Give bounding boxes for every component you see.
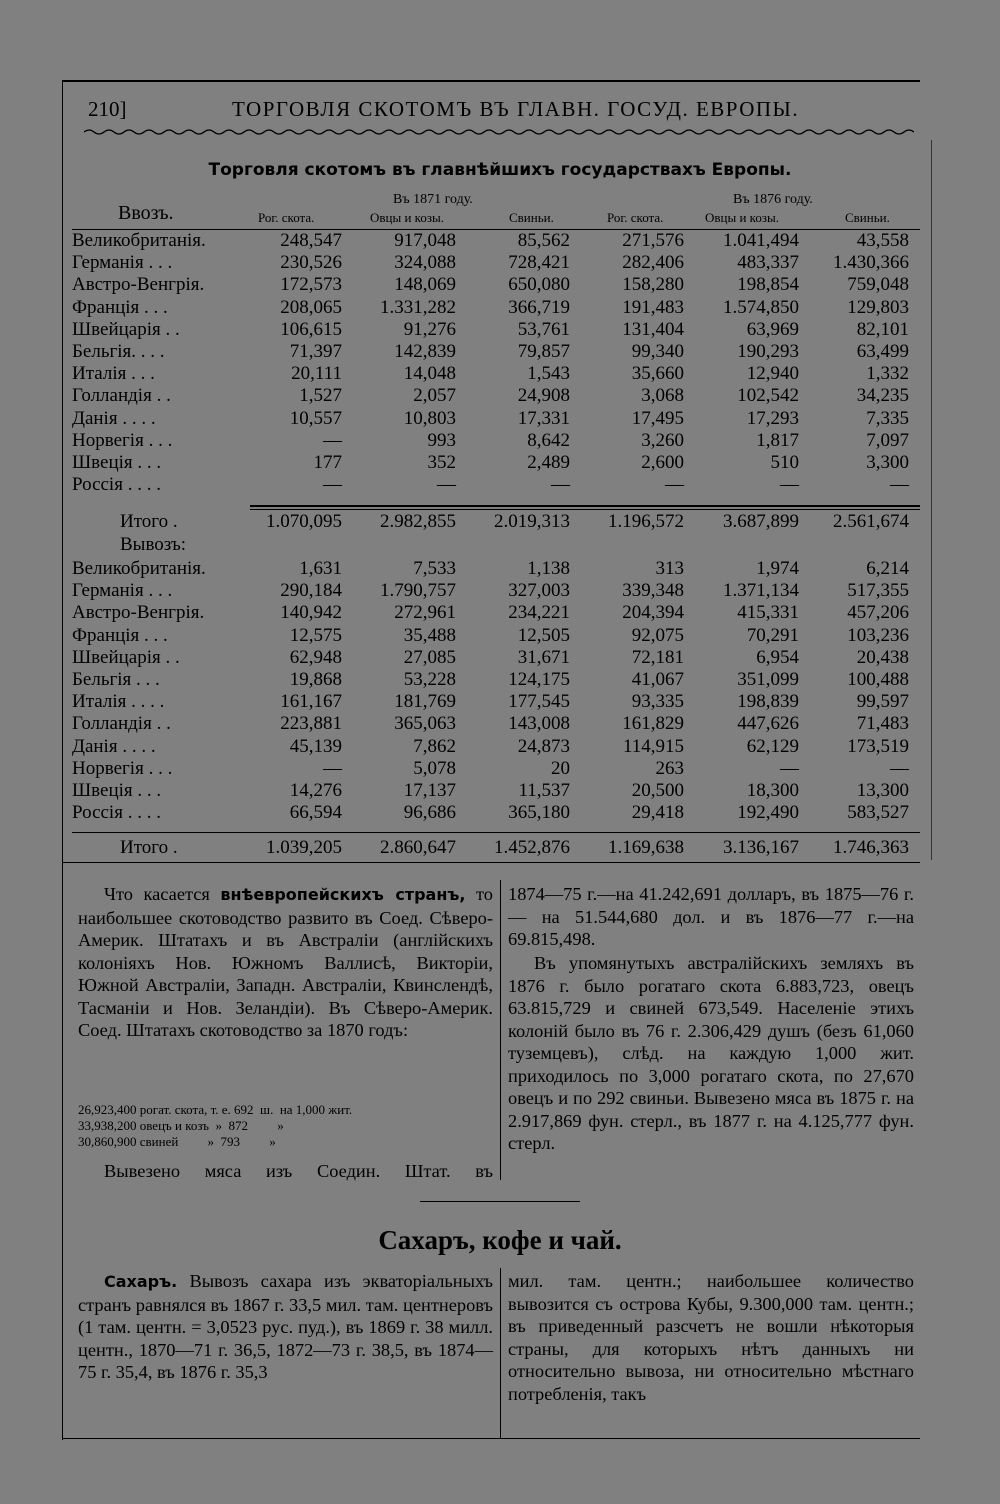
right-paragraph-1: 1874—75 г.—на 41.242,691 долларъ, въ 1875—76 г. — на 51.544,680 дол. и въ 1876—77 г.—на 69.815,498. bbox=[508, 884, 914, 949]
table-row bbox=[72, 230, 909, 252]
cell-value: 7,862 bbox=[413, 735, 456, 757]
cell-value: 11,537 bbox=[518, 780, 570, 802]
country-name: Данія . . . . bbox=[72, 735, 156, 757]
cell-value: 35,488 bbox=[403, 624, 456, 646]
total-label: Итого . bbox=[120, 837, 178, 858]
cell-value: 7,097 bbox=[866, 429, 909, 451]
cell-value: 99,340 bbox=[631, 341, 684, 363]
cell-value: 114,915 bbox=[622, 735, 684, 757]
cell-value: — bbox=[665, 474, 684, 496]
country-name: Швеція . . . bbox=[72, 452, 162, 474]
cell-value: 20 bbox=[551, 757, 570, 779]
left-paragraph-end: Вывезено мяса изъ Соедин. Штат. въ bbox=[104, 1161, 493, 1181]
page-number: 210] bbox=[88, 97, 127, 121]
table-row bbox=[72, 758, 909, 780]
table-row bbox=[72, 297, 909, 319]
cell-value: 14,276 bbox=[289, 780, 342, 802]
cell-value: 339,348 bbox=[622, 580, 684, 602]
cell-value: 1,527 bbox=[299, 385, 342, 407]
cell-value: 148,069 bbox=[394, 274, 456, 296]
col-pigs-1871: Свиньи. bbox=[509, 210, 554, 225]
cell-value: 1.746,363 bbox=[833, 837, 909, 858]
cell-value: 62,948 bbox=[289, 646, 342, 668]
import_total-row bbox=[72, 511, 909, 533]
cell-value: 91,276 bbox=[403, 318, 456, 340]
export-sum-rule bbox=[72, 832, 920, 833]
cell-value: 63,969 bbox=[746, 318, 799, 340]
export-label: Вывозъ: bbox=[120, 534, 187, 555]
cell-value: 12,575 bbox=[289, 624, 342, 646]
cell-value: 190,293 bbox=[737, 341, 799, 363]
left-para-lead: Что касается bbox=[104, 884, 221, 904]
cell-value: 19,868 bbox=[289, 669, 342, 691]
table-row bbox=[72, 363, 909, 385]
cell-value: 72,181 bbox=[631, 646, 684, 668]
table-row bbox=[72, 408, 909, 430]
cell-value: 208,065 bbox=[280, 296, 342, 318]
cell-value: 248,547 bbox=[280, 230, 342, 251]
table-row bbox=[72, 319, 909, 341]
section-rule bbox=[420, 1201, 580, 1202]
export-total-row bbox=[72, 837, 909, 859]
import-sum-rule-2 bbox=[250, 509, 920, 510]
cell-value: 198,854 bbox=[737, 274, 799, 296]
cell-value: 263 bbox=[655, 757, 684, 779]
sugar-column-divider bbox=[500, 1268, 501, 1438]
cell-value: 34,235 bbox=[856, 385, 909, 407]
country-name: Швейцарія . . bbox=[72, 646, 180, 668]
cell-value: 313 bbox=[655, 558, 684, 579]
sugar-bold-lead: Сахаръ. bbox=[104, 1272, 178, 1291]
cell-value: 993 bbox=[427, 429, 456, 451]
country-name: Швейцарія . . bbox=[72, 318, 180, 340]
cell-value: 198,839 bbox=[737, 691, 799, 713]
country-name: Великобританія. bbox=[72, 558, 206, 579]
cell-value: 3,260 bbox=[641, 429, 684, 451]
cell-value: — bbox=[780, 757, 799, 779]
cell-value: 17,495 bbox=[631, 407, 684, 429]
cell-value: 223,881 bbox=[280, 713, 342, 735]
cell-value: 365,180 bbox=[508, 802, 570, 824]
cell-value: 172,573 bbox=[280, 274, 342, 296]
cell-value: 1.196,572 bbox=[608, 511, 684, 532]
right-border bbox=[931, 140, 932, 860]
cell-value: 3.136,167 bbox=[723, 837, 799, 858]
table-row bbox=[72, 691, 909, 713]
cell-value: 177 bbox=[313, 452, 342, 474]
cell-value: 917,048 bbox=[394, 230, 456, 251]
cell-value: 12,505 bbox=[517, 624, 570, 646]
cell-value: 352 bbox=[427, 452, 456, 474]
cell-value: 129,803 bbox=[847, 296, 909, 318]
table-row bbox=[72, 580, 909, 602]
cell-value: — bbox=[323, 757, 342, 779]
cell-value: 230,526 bbox=[280, 252, 342, 274]
cell-value: 7,335 bbox=[866, 407, 909, 429]
cell-value: — bbox=[890, 474, 909, 496]
left-paragraph bbox=[78, 883, 493, 1042]
cell-value: — bbox=[551, 474, 570, 496]
cell-value: 290,184 bbox=[280, 580, 342, 602]
cell-value: 41,067 bbox=[631, 669, 684, 691]
country-name: Россія . . . . bbox=[72, 802, 161, 824]
cell-value: 177,545 bbox=[508, 691, 570, 713]
cell-value: 1,332 bbox=[866, 363, 909, 385]
cell-value: 2,489 bbox=[527, 452, 570, 474]
col-cattle-1876: Рог. скота. bbox=[607, 210, 664, 225]
cell-value: 27,085 bbox=[403, 646, 456, 668]
cell-value: 324,088 bbox=[394, 252, 456, 274]
cell-value: 3,068 bbox=[641, 385, 684, 407]
cell-value: 204,394 bbox=[622, 602, 684, 624]
cell-value: 2.860,647 bbox=[380, 837, 456, 858]
country-name: Норвегія . . . bbox=[72, 757, 173, 779]
cell-value: 43,558 bbox=[856, 230, 909, 251]
cell-value: 6,214 bbox=[866, 558, 909, 579]
sugar-left-paragraph bbox=[78, 1270, 493, 1384]
cell-value: 99,597 bbox=[856, 691, 909, 713]
col-sheep-1871: Овцы и козы. bbox=[370, 210, 444, 225]
cell-value: 66,594 bbox=[289, 802, 342, 824]
cell-value: 102,542 bbox=[737, 385, 799, 407]
cell-value: 70,291 bbox=[746, 624, 799, 646]
cell-value: 17,331 bbox=[517, 407, 570, 429]
cell-value: 351,099 bbox=[737, 669, 799, 691]
cell-value: 85,562 bbox=[517, 230, 570, 251]
cell-value: 18,300 bbox=[746, 780, 799, 802]
cell-value: 53,228 bbox=[403, 669, 456, 691]
cell-value: 100,488 bbox=[847, 669, 909, 691]
cell-value: 12,940 bbox=[746, 363, 799, 385]
cell-value: 3,300 bbox=[866, 452, 909, 474]
cell-value: 517,355 bbox=[847, 580, 909, 602]
country-name: Норвегія . . . bbox=[72, 429, 173, 451]
table-row bbox=[72, 430, 909, 452]
total-label: Итого . bbox=[120, 511, 178, 532]
cell-value: 62,129 bbox=[746, 735, 799, 757]
country-name: Голландія . . bbox=[72, 385, 171, 407]
country-name: Россія . . . . bbox=[72, 474, 161, 496]
country-name: Франція . . . bbox=[72, 296, 168, 318]
left-para-bold: внѣевропейскихъ странъ, bbox=[220, 885, 466, 904]
table-row bbox=[72, 780, 909, 802]
cell-value: 1.371,134 bbox=[723, 580, 799, 602]
cell-value: 2.982,855 bbox=[380, 511, 456, 532]
table-row bbox=[72, 474, 909, 496]
bottom-rule bbox=[62, 1438, 920, 1439]
cell-value: 583,527 bbox=[847, 802, 909, 824]
export_total-row bbox=[72, 837, 909, 859]
wavy-divider bbox=[84, 128, 914, 136]
cell-value: 71,483 bbox=[856, 713, 909, 735]
cell-value: 131,404 bbox=[622, 318, 684, 340]
year-1871-heading: Въ 1871 году. bbox=[393, 192, 473, 207]
cell-value: 29,418 bbox=[631, 802, 684, 824]
table-row bbox=[72, 602, 909, 624]
cell-value: 142,839 bbox=[394, 341, 456, 363]
cell-value: 35,660 bbox=[631, 363, 684, 385]
import-table bbox=[72, 230, 909, 496]
page-header bbox=[88, 97, 918, 127]
col-cattle-1871: Рог. скота. bbox=[258, 210, 315, 225]
top-rule bbox=[62, 80, 920, 82]
table-row bbox=[72, 802, 909, 824]
table-row bbox=[72, 385, 909, 407]
cell-value: 8,642 bbox=[527, 429, 570, 451]
cell-value: 457,206 bbox=[847, 602, 909, 624]
country-name: Бельгія . . . bbox=[72, 669, 160, 691]
import-label: Ввозъ. bbox=[118, 202, 174, 224]
cell-value: 92,075 bbox=[631, 624, 684, 646]
cell-value: 1.790,757 bbox=[380, 580, 456, 602]
cell-value: 192,490 bbox=[737, 802, 799, 824]
table-row bbox=[72, 736, 909, 758]
cell-value: 161,167 bbox=[280, 691, 342, 713]
cell-value: 7,533 bbox=[413, 558, 456, 579]
section-heading: Сахаръ, кофе и чай. bbox=[378, 1225, 622, 1255]
table-row bbox=[72, 274, 909, 296]
cell-value: — bbox=[780, 474, 799, 496]
cell-value: 158,280 bbox=[622, 274, 684, 296]
cell-value: 82,101 bbox=[856, 318, 909, 340]
table-row bbox=[72, 647, 909, 669]
cell-value: 1.039,205 bbox=[266, 837, 342, 858]
cell-value: 13,300 bbox=[856, 780, 909, 802]
country-name: Италія . . . bbox=[72, 363, 155, 385]
country-name: Швеція . . . bbox=[72, 780, 162, 802]
cell-value: 10,803 bbox=[403, 407, 456, 429]
import-sum-rule bbox=[250, 505, 920, 507]
cell-value: 1,974 bbox=[756, 558, 799, 579]
col-sheep-1876: Овцы и козы. bbox=[705, 210, 779, 225]
table-row bbox=[72, 341, 909, 363]
country-name: Австро-Венгрія. bbox=[72, 274, 205, 296]
country-name: Италія . . . . bbox=[72, 691, 165, 713]
cell-value: 24,908 bbox=[517, 385, 570, 407]
export-table bbox=[72, 558, 909, 824]
table-row bbox=[72, 252, 909, 274]
right-paragraph-2: Въ упомянутыхъ австралійскихъ земляхъ въ 1876 г. было рогатаго скота 6.883,723, овецъ 63.815,729 и свиней 673,549. Населеніе этихъ колоній было въ 76 г. 2.306,429 душъ (безъ 61,060 туземцевъ), слѣд. на каждую 1,000 жит. приходилось по 3,000 рогатаго скота, по 27,670 овецъ и по 292 свиньи. Вывезено мяса въ 1875 г. на 2.917,869 фун. стерл., въ 1877 г. на 4.125,777 фун. стерл. bbox=[508, 953, 914, 1153]
cell-value: 234,221 bbox=[508, 602, 570, 624]
country-name: Бельгія. . . . bbox=[72, 341, 165, 363]
cell-value: 282,406 bbox=[622, 252, 684, 274]
cell-value: — bbox=[890, 757, 909, 779]
country-name: Великобританія. bbox=[72, 230, 206, 251]
cell-value: 103,236 bbox=[847, 624, 909, 646]
import-total-row bbox=[72, 511, 909, 533]
cell-value: — bbox=[323, 474, 342, 496]
cell-value: 6,954 bbox=[756, 646, 799, 668]
table-row bbox=[72, 625, 909, 647]
cell-value: 1.331,282 bbox=[380, 296, 456, 318]
cell-value: 2.561,674 bbox=[833, 511, 909, 532]
cell-value: 14,048 bbox=[403, 363, 456, 385]
table-title: Торговля скотомъ въ главнѣйшихъ государствахъ Европы. bbox=[208, 160, 792, 180]
cell-value: 17,293 bbox=[746, 407, 799, 429]
country-name: Австро-Венгрія. bbox=[72, 602, 205, 624]
cell-value: 1,817 bbox=[756, 429, 799, 451]
cell-value: 17,137 bbox=[403, 780, 456, 802]
cell-value: 106,615 bbox=[280, 318, 342, 340]
cell-value: 327,003 bbox=[508, 580, 570, 602]
cell-value: 1.041,494 bbox=[723, 230, 799, 251]
cell-value: 1.452,876 bbox=[494, 837, 570, 858]
country-name: Данія . . . . bbox=[72, 407, 156, 429]
cell-value: 63,499 bbox=[856, 341, 909, 363]
sugar-left-text: Вывозъ сахара изъ экваторіальныхъ странъ равнялся въ 1867 г. 33,5 мил. там. центнеровъ (1 там. центн. = 3,0523 рус. пуд.), въ 1869 г. 38 милл. центн., 1870—71 г. 36,5, 1872—73 г. 38,5, въ 1874—75 г. 35,4, въ 1876 г. 35,3 bbox=[78, 1271, 493, 1382]
cell-value: 1.169,638 bbox=[608, 837, 684, 858]
cell-value: 20,500 bbox=[631, 780, 684, 802]
cell-value: 1.430,366 bbox=[833, 252, 909, 274]
left-para-rest: то наибольшее скотоводство развито въ Соед. Сѣверо-Америк. Штатахъ и въ Австраліи (англійскихъ колоніяхъ Нов. Южномъ Валлисѣ, Викторіи, Южной Австраліи, Западн. Австраліи, Квинслендѣ, Тасманіи и Нов. Зеландіи). Въ Сѣверо-Америк. Соед. Штатахъ скотоводство за 1870 годъ: bbox=[78, 884, 494, 1040]
cell-value: 173,519 bbox=[847, 735, 909, 757]
running-title: ТОРГОВЛЯ СКОТОМЪ ВЪ ГЛАВН. ГОСУД. ЕВРОПЫ. bbox=[232, 97, 800, 121]
cell-value: 2,600 bbox=[641, 452, 684, 474]
cell-value: 20,438 bbox=[856, 646, 909, 668]
cell-value: 728,421 bbox=[508, 252, 570, 274]
cell-value: 1.574,850 bbox=[723, 296, 799, 318]
col-pigs-1876: Свиньи. bbox=[845, 210, 890, 225]
cell-value: 271,576 bbox=[622, 230, 684, 251]
cell-value: 1,543 bbox=[527, 363, 570, 385]
cell-value: 161,829 bbox=[622, 713, 684, 735]
cell-value: 510 bbox=[770, 452, 799, 474]
us-stat-line-3: 30,860,900 свиней » 793 » bbox=[78, 1134, 276, 1149]
cell-value: — bbox=[323, 429, 342, 451]
cell-value: 2,057 bbox=[413, 385, 456, 407]
cell-value: 10,557 bbox=[289, 407, 342, 429]
country-name: Франція . . . bbox=[72, 624, 168, 646]
cell-value: 650,080 bbox=[508, 274, 570, 296]
country-name: Голландія . . bbox=[72, 713, 171, 735]
us-stat-line-2: 33,938,200 овецъ и козъ » 872 » bbox=[78, 1118, 284, 1133]
cell-value: 53,761 bbox=[517, 318, 570, 340]
cell-value: 140,942 bbox=[280, 602, 342, 624]
text-column-divider bbox=[500, 880, 501, 1180]
cell-value: 24,873 bbox=[517, 735, 570, 757]
cell-value: 483,337 bbox=[737, 252, 799, 274]
cell-value: 366,719 bbox=[508, 296, 570, 318]
cell-value: 447,626 bbox=[737, 713, 799, 735]
us-stat-line-1: 26,923,400 рогат. скота, т. е. 692 ш. на 1,000 жит. bbox=[78, 1102, 353, 1117]
cell-value: 365,063 bbox=[394, 713, 456, 735]
table-row bbox=[72, 558, 909, 580]
cell-value: 415,331 bbox=[737, 602, 799, 624]
cell-value: 31,671 bbox=[517, 646, 570, 668]
table-bottom-rule bbox=[62, 862, 920, 863]
cell-value: 1.070,095 bbox=[266, 511, 342, 532]
cell-value: 20,111 bbox=[291, 363, 342, 385]
cell-value: 181,769 bbox=[394, 691, 456, 713]
cell-value: 5,078 bbox=[413, 757, 456, 779]
country-name: Германія . . . bbox=[72, 580, 173, 602]
cell-value: 2.019,313 bbox=[494, 511, 570, 532]
cell-value: 96,686 bbox=[403, 802, 456, 824]
table-row bbox=[72, 452, 909, 474]
cell-value: 124,175 bbox=[508, 669, 570, 691]
cell-value: 45,139 bbox=[289, 735, 342, 757]
cell-value: 1,138 bbox=[527, 558, 570, 579]
table-row bbox=[72, 669, 909, 691]
table-row bbox=[72, 713, 909, 735]
cell-value: 79,857 bbox=[517, 341, 570, 363]
year-1876-heading: Въ 1876 году. bbox=[733, 192, 813, 207]
sugar-right-paragraph: мил. там. центн.; наибольшее количество вывозится съ острова Кубы, 9.300,000 там. центн.; въ приведенный разсчетъ не вошли нѣкоторыя страны, для которыхъ нѣтъ данныхъ ни относительно вывоза, ни относительно мѣстнаго потребленія, такъ bbox=[508, 1271, 914, 1404]
cell-value: 272,961 bbox=[394, 602, 456, 624]
country-name: Германія . . . bbox=[72, 252, 173, 274]
cell-value: 3.687,899 bbox=[723, 511, 799, 532]
cell-value: 143,008 bbox=[508, 713, 570, 735]
cell-value: 191,483 bbox=[622, 296, 684, 318]
cell-value: — bbox=[437, 474, 456, 496]
cell-value: 759,048 bbox=[847, 274, 909, 296]
cell-value: 71,397 bbox=[289, 341, 342, 363]
cell-value: 1,631 bbox=[299, 558, 342, 579]
cell-value: 93,335 bbox=[631, 691, 684, 713]
